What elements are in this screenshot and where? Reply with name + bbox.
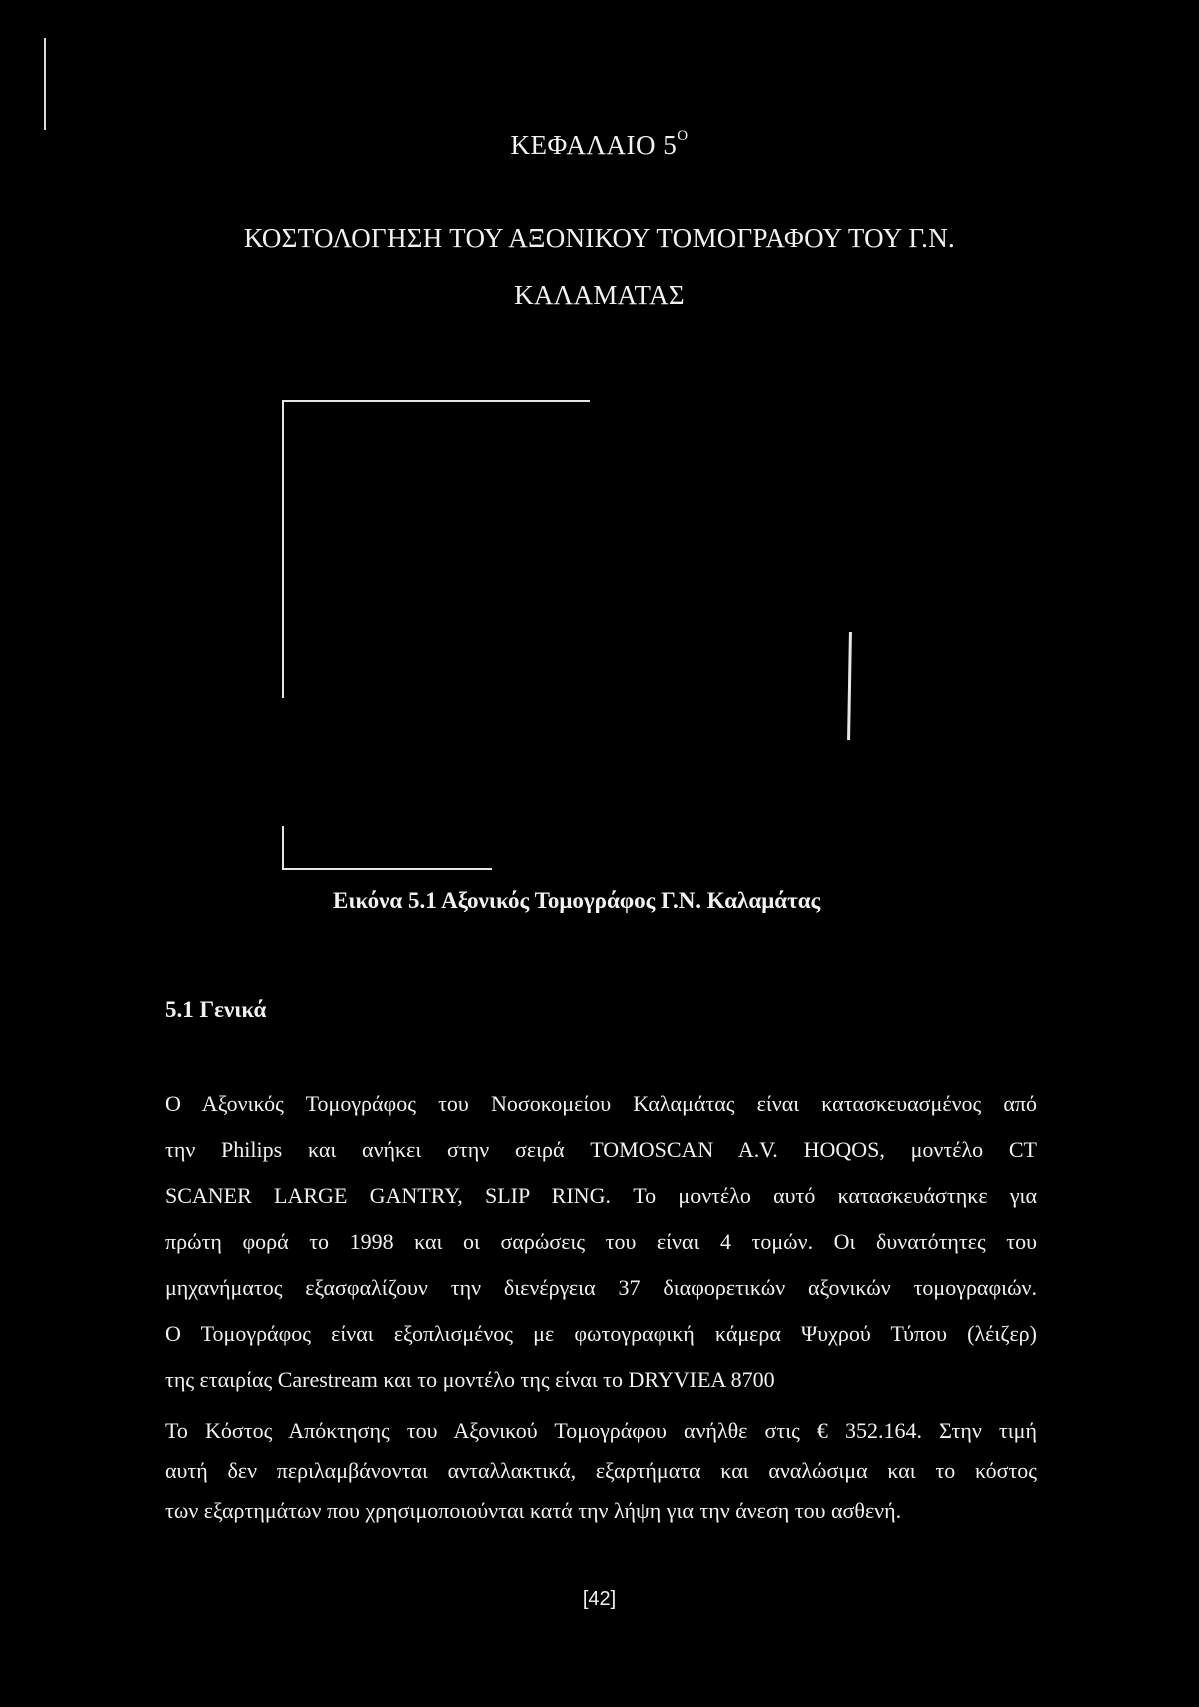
- chapter-title-line-1: ΚΟΣΤΟΛΟΓΗΣΗ ΤΟΥ ΑΞΟΝΙΚΟΥ ΤΟΜΟΓΡΑΦΟΥ ΤΟΥ Γ.Ν.: [243, 223, 956, 253]
- paragraph-line: αυτή δεν περιλαμβάνονται ανταλλακτικά, εξαρτήματα και αναλώσιμα και το κόστος: [165, 1458, 1037, 1483]
- chapter-label-superscript: Ο: [677, 128, 689, 144]
- figure-border-top: [282, 400, 590, 402]
- paragraph-line: μηχανήματος εξασφαλίζουν την διενέργεια 37 διαφορετικών αξονικών τομογραφιών.: [165, 1275, 1037, 1300]
- chapter-label: ΚΕΦΑΛΑΙΟ $5^O$: [510, 128, 689, 160]
- paragraph-line: των εξαρτημάτων που χρησιμοποιούνται κατά την λήψη για την άνεση του ασθενή.: [165, 1498, 902, 1523]
- paragraph-line: SCANER LARGE GANTRY, SLIP RING. Το μοντέλο αυτό κατασκευάστηκε για: [165, 1183, 1037, 1208]
- paragraph-general: [165, 1081, 1037, 1403]
- paragraph-line: Ο Αξονικός Τομογράφος του Νοσοκομείου Καλαμάτας είναι κατασκευασμένος από: [165, 1091, 1037, 1116]
- paragraph-cost: [165, 1411, 1037, 1531]
- paragraph-line: την Philips και ανήκει στην σειρά TOMOSCAN A.V. HOQOS, μοντέλο CT: [165, 1137, 1037, 1162]
- paragraph-line: Ο Τομογράφος είναι εξοπλισμένος με φωτογραφική κάμερα Ψυχρού Τύπου (λέιζερ): [165, 1321, 1037, 1346]
- figure-border-left: [282, 400, 284, 698]
- section-heading: 5.1 Γενικά: [165, 997, 267, 1022]
- paragraph-line: Το Κόστος Απόκτησης του Αξονικού Τομογράφου ανήλθε στις € 352.164. Στην τιμή: [165, 1418, 1037, 1443]
- chapter-title-line-2: ΚΑΛΑΜΑΤΑΣ: [514, 280, 685, 310]
- page-number: [42]: [582, 1588, 617, 1610]
- figure-border-left-lower: [282, 826, 284, 870]
- scan-artifact-line: [44, 38, 46, 130]
- paragraph-line: πρώτη φορά το 1998 και οι σαρώσεις του είναι 4 τομών. Οι δυνατότητες του: [165, 1229, 1037, 1254]
- figure-caption: Εικόνα 5.1 Αξονικός Τομογράφος Γ.Ν. Καλαμάτας: [333, 888, 821, 913]
- figure-border-bottom: [282, 868, 492, 870]
- figure-border-right: [847, 632, 852, 740]
- chapter-title: [0, 210, 1199, 324]
- paragraph-line: της εταιρίας Carestream και το μοντέλο της είναι το DRYVIEA 8700: [165, 1367, 775, 1392]
